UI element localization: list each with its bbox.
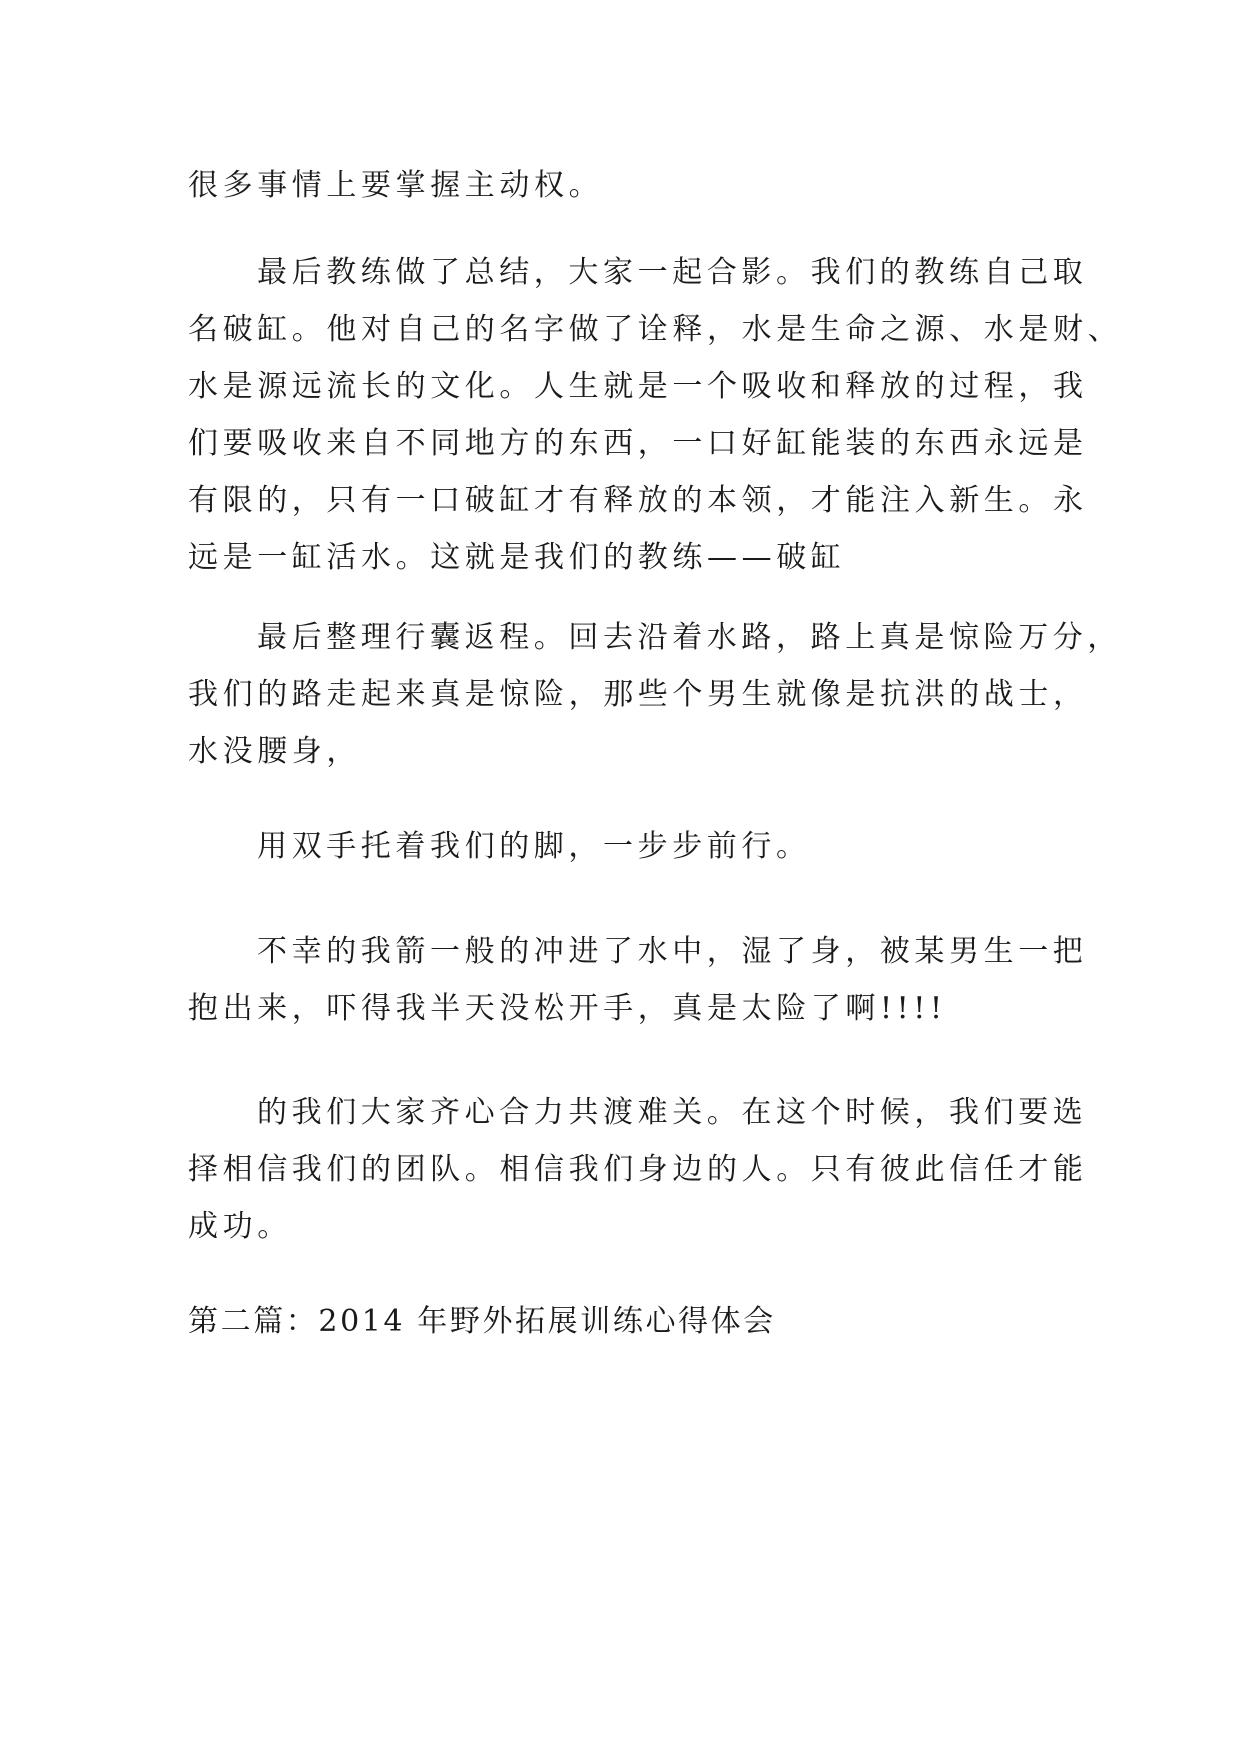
paragraph-intro [188,157,1068,214]
paragraph-line: 们要吸收来自不同地方的东西，一口好缸能装的东西永远是 [188,426,1088,461]
paragraph-fall [188,923,1088,1037]
paragraph-line: 有限的，只有一口破缸才有释放的本领，才能注入新生。永 [188,483,1088,518]
paragraph-line: 水没腰身， [188,734,361,769]
paragraph-return-trip [188,609,1122,780]
section-heading [188,1293,1068,1350]
paragraph-line: 很多事情上要掌握主动权。 [188,168,604,203]
paragraph-line: 我们的路走起来真是惊险，那些个男生就像是抗洪的战士， [188,677,1088,712]
paragraph-coach-summary [188,244,1123,586]
section-heading-text: 第二篇：2014 年野外拓展训练心得体会 [188,1304,776,1339]
paragraph-line: 名破缸。他对自己的名字做了诠释，水是生命之源、水是财、 [188,312,1123,347]
paragraph-line: 成功。 [188,1209,292,1244]
paragraph-line: 的我们大家齐心合力共渡难关。在这个时候，我们要选 [257,1095,1088,1130]
paragraph-line: 水是源远流长的文化。人生就是一个吸收和释放的过程，我 [188,369,1088,404]
paragraph-line: 不幸的我箭一般的冲进了水中，湿了身，被某男生一把 [257,934,1088,969]
paragraph-line: 用双手托着我们的脚，一步步前行。 [257,829,811,864]
paragraph-teamwork [188,1084,1088,1255]
paragraph-line: 远是一缸活水。这就是我们的教练——破缸 [188,540,846,575]
paragraph-line: 最后整理行囊返程。回去沿着水路，路上真是惊险万分， [257,620,1122,655]
paragraph-hands [188,818,1068,875]
paragraph-line: 抱出来，吓得我半天没松开手，真是太险了啊!!!! [188,991,947,1026]
paragraph-line: 最后教练做了总结，大家一起合影。我们的教练自己取 [257,255,1088,290]
paragraph-line: 择相信我们的团队。相信我们身边的人。只有彼此信任才能 [188,1152,1088,1187]
